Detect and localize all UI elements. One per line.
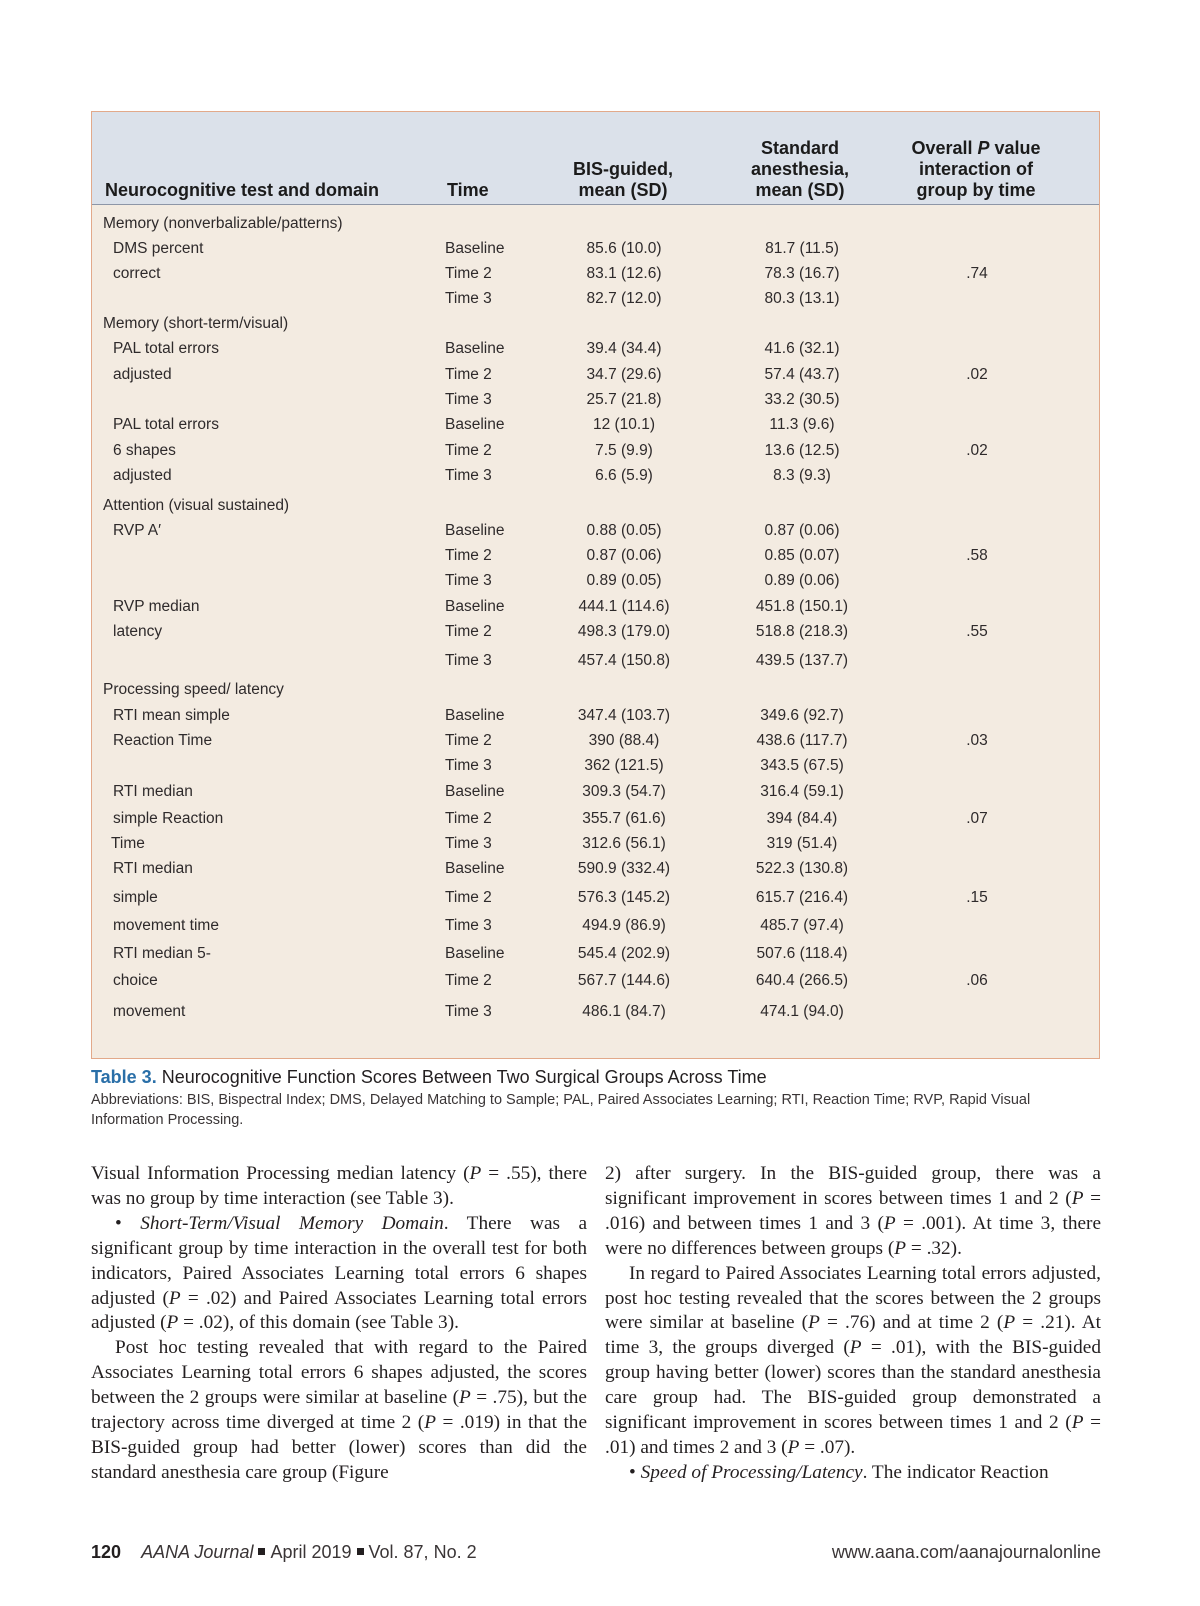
std-cell: 438.6 (117.7) [756, 732, 848, 749]
time-cell: Baseline [445, 416, 505, 433]
time-cell: Time 3 [445, 572, 492, 589]
bis-cell: 7.5 (9.9) [595, 442, 653, 459]
issue-date: April 2019 [270, 1542, 352, 1562]
test-name-cell: movement time [113, 917, 219, 934]
test-name-cell: RTI median [113, 860, 193, 877]
test-name-cell: simple Reaction [113, 810, 224, 827]
time-cell: Time 3 [445, 757, 492, 774]
std-cell: 13.6 (12.5) [764, 442, 840, 459]
bis-cell: 0.88 (0.05) [586, 522, 662, 539]
time-cell: Time 2 [445, 442, 492, 459]
separator-square-icon [357, 1548, 364, 1555]
p-cell: .03 [966, 732, 988, 749]
std-cell: 518.8 (218.3) [755, 623, 849, 640]
time-cell: Baseline [445, 240, 505, 257]
time-cell: Time 3 [445, 391, 492, 408]
bis-cell: 590.9 (332.4) [577, 860, 671, 877]
journal-name: AANA Journal [141, 1542, 254, 1562]
time-cell: Time 2 [445, 732, 492, 749]
std-cell: 33.2 (30.5) [764, 391, 840, 408]
std-cell: 474.1 (94.0) [760, 1003, 844, 1020]
std-cell: 485.7 (97.4) [760, 917, 844, 934]
std-cell: 507.6 (118.4) [756, 945, 848, 962]
bis-cell: 567.7 (144.6) [577, 972, 671, 989]
std-cell: 451.8 (150.1) [755, 598, 849, 615]
test-name-cell: DMS percent [113, 240, 204, 257]
std-cell: 8.3 (9.3) [773, 467, 831, 484]
p-cell: .02 [966, 366, 988, 383]
time-cell: Baseline [445, 522, 505, 539]
time-cell: Time 2 [445, 810, 492, 827]
time-cell: Time 3 [445, 917, 492, 934]
bis-cell: 347.4 (103.7) [577, 707, 671, 724]
header-bis-guided: BIS-guided, mean (SD) [573, 159, 673, 200]
bis-cell: 34.7 (29.6) [586, 366, 662, 383]
bis-cell: 82.7 (12.0) [586, 290, 662, 307]
data-table [91, 111, 1100, 1059]
page-footer [91, 1542, 1101, 1568]
bis-cell: 0.89 (0.05) [586, 572, 662, 589]
std-cell: 81.7 (11.5) [765, 240, 839, 257]
test-name-cell: movement [113, 1003, 186, 1020]
test-name-cell: PAL total errors [113, 416, 219, 433]
bis-cell: 390 (88.4) [588, 732, 660, 749]
bis-cell: 39.4 (34.4) [586, 340, 662, 357]
bis-cell: 498.3 (179.0) [577, 623, 671, 640]
p-cell: .58 [966, 547, 988, 564]
time-cell: Time 2 [445, 265, 492, 282]
caption-label: Table 3. [91, 1067, 157, 1087]
test-name-cell: simple [113, 889, 158, 906]
page-number: 120 [91, 1542, 122, 1562]
table-header [92, 112, 1099, 205]
p-cell: .15 [966, 889, 988, 906]
test-name-cell: adjusted [113, 467, 172, 484]
test-name-cell: RTI median 5- [113, 945, 211, 962]
time-cell: Time 2 [445, 623, 492, 640]
test-name-cell: Time [111, 835, 145, 852]
bis-cell: 309.3 (54.7) [582, 783, 666, 800]
p-cell: .07 [966, 810, 988, 827]
test-name-cell: RVP median [113, 598, 200, 615]
bis-cell: 457.4 (150.8) [577, 652, 671, 669]
std-cell: 57.4 (43.7) [764, 366, 840, 383]
volume-issue: Vol. 87, No. 2 [368, 1542, 477, 1562]
time-cell: Baseline [445, 707, 505, 724]
body-column-right [605, 1162, 1101, 1486]
test-name-cell: RTI mean simple [113, 707, 230, 724]
domain-heading: Memory (short-term/visual) [103, 315, 289, 332]
header-test-domain: Neurocognitive test and domain [105, 180, 380, 200]
std-cell: 316.4 (59.1) [760, 783, 844, 800]
std-cell: 80.3 (13.1) [764, 290, 840, 307]
std-cell: 0.85 (0.07) [764, 547, 840, 564]
bis-cell: 576.3 (145.2) [577, 889, 671, 906]
time-cell: Baseline [445, 945, 505, 962]
journal-url: www.aana.com/aanajournalonline [831, 1542, 1101, 1562]
bis-cell: 545.4 (202.9) [577, 945, 671, 962]
header-standard-anesthesia: Standard anesthesia, mean (SD) [750, 138, 850, 200]
time-cell: Time 3 [445, 835, 492, 852]
right-paragraph-2: In regard to Paired Associates Learning total errors adjusted, post hoc testing revealed that the scores between the 2 groups were similar at baseline (P = .76) and at time 2 (P = .21). At time 3, the groups diverged (P = .01), with the BIS-guided group having better (lower) scores than the standard anesthesia care group had. The BIS-guided group demonstrated a significant improvement in scores between times 1 and 2 (P = .01) and times 2 and 3 (P = .07). [605, 1262, 1101, 1458]
time-cell: Baseline [445, 783, 505, 800]
header-overall-p-value: Overall P value interaction of group by time [911, 138, 1041, 200]
std-cell: 439.5 (137.7) [755, 652, 849, 669]
bis-cell: 486.1 (84.7) [582, 1003, 666, 1020]
test-name-cell: RVP A′ [113, 522, 162, 539]
left-paragraph-2: • Short-Term/Visual Memory Domain. There was a significant group by time interaction in the overall test for both indicators, Paired Associates Learning total errors 6 shapes adjusted (P = .02) and Paired Associates Learning total errors adjusted (P = .02), of this domain (see Table 3). [91, 1212, 588, 1334]
left-paragraph-3: Post hoc testing revealed that with regard to the Paired Associates Learning total errors 6 shapes adjusted, the scores between the 2 groups were similar at baseline (P = .75), but the trajectory across time diverged at time 2 (P = .019) in that the BIS-guided group had better (lower) scores than did the standard anesthesia care group (Figure [91, 1337, 587, 1483]
p-cell: .55 [966, 623, 988, 640]
std-cell: 41.6 (32.1) [764, 340, 840, 357]
caption-title [91, 1066, 1101, 1088]
std-cell: 78.3 (16.7) [764, 265, 840, 282]
time-cell: Baseline [445, 598, 505, 615]
bis-cell: 0.87 (0.06) [586, 547, 662, 564]
bis-cell: 362 (121.5) [584, 757, 664, 774]
test-name-cell: Reaction Time [113, 732, 213, 749]
caption-text: Neurocognitive Function Scores Between Two Surgical Groups Across Time [161, 1067, 767, 1087]
std-cell: 343.5 (67.5) [760, 757, 844, 774]
header-time: Time [447, 180, 489, 200]
right-paragraph-1: 2) after surgery. In the BIS-guided group, there was a significant improvement in scores between times 1 and 2 (P = .016) and between times 1 and 3 (P = .001). At time 3, there were no differences between groups (P = .32). [605, 1163, 1102, 1259]
time-cell: Time 3 [445, 290, 492, 307]
time-cell: Time 3 [445, 1003, 492, 1020]
body-column-left [91, 1162, 587, 1486]
std-cell: 349.6 (92.7) [760, 707, 844, 724]
time-cell: Time 3 [445, 652, 492, 669]
test-name-cell: 6 shapes [113, 442, 176, 459]
time-cell: Time 2 [445, 547, 492, 564]
time-cell: Time 3 [445, 467, 492, 484]
std-cell: 0.87 (0.06) [764, 522, 840, 539]
bis-cell: 312.6 (56.1) [582, 835, 666, 852]
domain-heading: Processing speed/ latency [103, 681, 284, 698]
std-cell: 11.3 (9.6) [769, 416, 835, 433]
time-cell: Time 2 [445, 889, 492, 906]
bis-cell: 6.6 (5.9) [595, 467, 653, 484]
table-caption [91, 1066, 1101, 1130]
std-cell: 640.4 (266.5) [755, 972, 849, 989]
std-cell: 522.3 (130.8) [755, 860, 849, 877]
time-cell: Baseline [445, 860, 505, 877]
separator-square-icon [258, 1548, 265, 1555]
left-paragraph-1: Visual Information Processing median latency (P = .55), there was no group by time interaction (see Table 3). [91, 1163, 588, 1209]
std-cell: 0.89 (0.06) [764, 572, 840, 589]
test-name-cell: adjusted [113, 366, 172, 383]
bis-cell: 25.7 (21.8) [586, 391, 662, 408]
right-paragraph-3: • Speed of Processing/Latency. The indicator Reaction [629, 1461, 1049, 1483]
p-cell: .02 [966, 442, 988, 459]
bis-cell: 444.1 (114.6) [578, 598, 670, 615]
bis-cell: 494.9 (86.9) [582, 917, 666, 934]
test-name-cell: RTI median [113, 783, 193, 800]
domain-heading: Memory (nonverbalizable/patterns) [103, 215, 343, 232]
std-cell: 319 (51.4) [766, 835, 838, 852]
test-name-cell: correct [113, 265, 161, 282]
bis-cell: 85.6 (10.0) [586, 240, 662, 257]
time-cell: Baseline [445, 340, 505, 357]
time-cell: Time 2 [445, 366, 492, 383]
std-cell: 394 (84.4) [766, 810, 838, 827]
p-cell: .06 [966, 972, 988, 989]
bis-cell: 355.7 (61.6) [582, 810, 666, 827]
bis-cell: 12 (10.1) [592, 416, 656, 433]
domain-heading: Attention (visual sustained) [103, 497, 290, 514]
caption-abbreviations: Abbreviations: BIS, Bispectral Index; DMS, Delayed Matching to Sample; PAL, Paired Associates Learning; RTI, Reaction Time; RVP, Rapid Visual Information Processing. [91, 1092, 1031, 1128]
test-name-cell: choice [113, 972, 158, 989]
test-name-cell: latency [113, 623, 163, 640]
time-cell: Time 2 [445, 972, 492, 989]
std-cell: 615.7 (216.4) [755, 889, 849, 906]
bis-cell: 83.1 (12.6) [586, 265, 662, 282]
p-cell: .74 [966, 265, 988, 282]
test-name-cell: PAL total errors [113, 340, 219, 357]
